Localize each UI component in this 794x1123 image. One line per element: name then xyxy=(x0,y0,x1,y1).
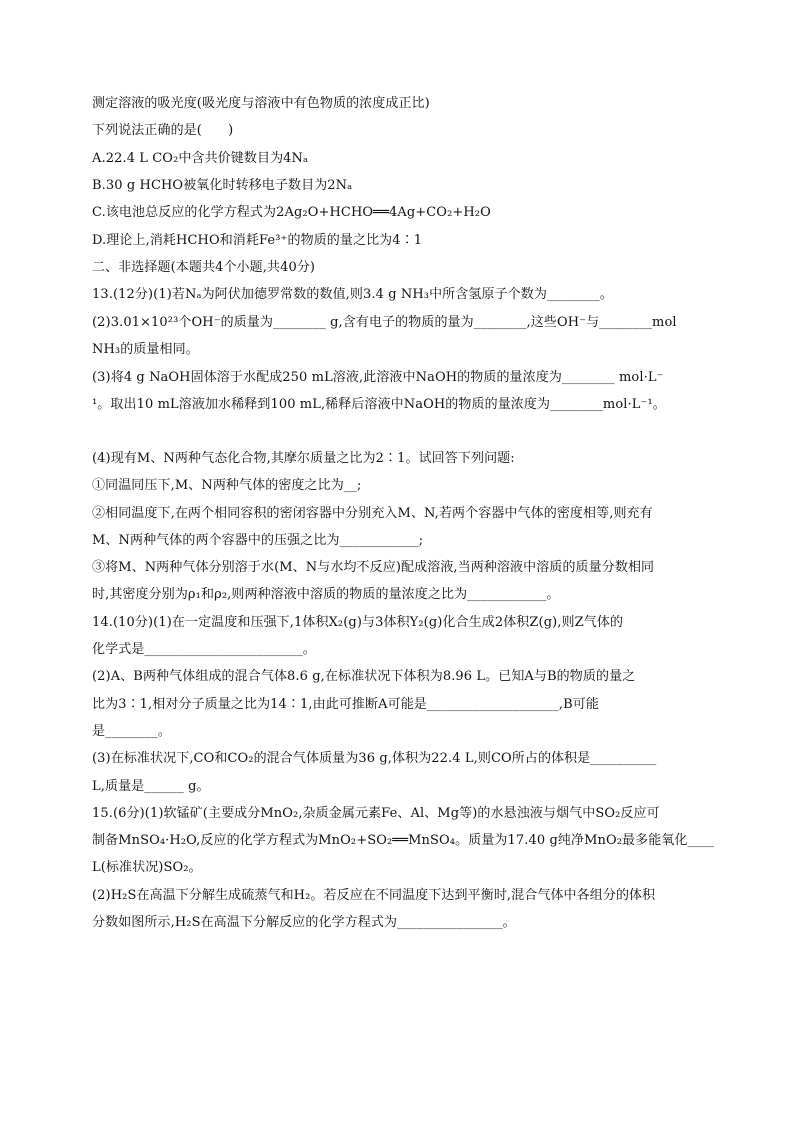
q14-part2-cont: 比为3∶1,相对分子质量之比为14∶1,由此可推断A可能是____________________,B可能 xyxy=(92,697,599,712)
option-a: A.22.4 L CO₂中含共价键数目为4Nₐ xyxy=(92,151,309,166)
q13-part2-cont: NH₃的质量相同。 xyxy=(92,342,199,357)
q13-part1: 13.(12分)(1)若Nₐ为阿伏加德罗常数的数值,则3.4 g NH₃中所含氢原子个数为________。 xyxy=(92,287,613,302)
q13-part4-item2-cont: M、N两种气体的两个容器中的压强之比为____________; xyxy=(92,533,424,548)
q14-part1-cont: 化学式是________________________。 xyxy=(92,642,316,657)
question-stem: 下列说法正确的是( ) xyxy=(92,123,234,138)
q14-part3-cont: L,质量是______ g。 xyxy=(92,779,210,794)
option-d: D.理论上,消耗HCHO和消耗Fe³⁺的物质的量之比为4∶1 xyxy=(92,233,423,248)
option-b: B.30 g HCHO被氧化时转移电子数目为2Nₐ xyxy=(92,178,353,193)
q13-part4-item1: ①同温同压下,M、N两种气体的密度之比为__; xyxy=(92,478,362,493)
q13-part2: (2)3.01×10²³个OH⁻的质量为________ g,含有电子的物质的量为________,这些OH⁻与________mol xyxy=(92,315,677,330)
q15-part2: (2)H₂S在高温下分解生成硫蒸气和H₂。若反应在不同温度下达到平衡时,混合气体中各组分的体积 xyxy=(92,888,656,903)
q15-part2-cont: 分数如图所示,H₂S在高温下分解反应的化学方程式为________________。 xyxy=(92,915,516,930)
q13-part3: (3)将4 g NaOH固体溶于水配成250 mL溶液,此溶液中NaOH的物质的量浓度为________ mol·L⁻ xyxy=(92,370,664,385)
q14-part2: (2)A、B两种气体组成的混合气体8.6 g,在标准状况下体积为8.96 L。已知A与B的物质的量之 xyxy=(92,669,636,684)
q13-part4-item2: ②相同温度下,在两个相同容积的密闭容器中分别充入M、N,若两个容器中气体的密度相等,则充有 xyxy=(92,506,653,521)
q14-part3: (3)在标准状况下,CO和CO₂的混合气体质量为36 g,体积为22.4 L,则CO所占的体积是__________ xyxy=(92,751,657,766)
q15-part1-cont2: L(标准状况)SO₂。 xyxy=(92,860,202,875)
q13-part4: (4)现有M、N两种气态化合物,其摩尔质量之比为2∶1。试回答下列问题: xyxy=(92,451,515,466)
intro-line: 测定溶液的吸光度(吸光度与溶液中有色物质的浓度成正比) xyxy=(92,96,430,111)
q15-part1-cont: 制备MnSO₄·H₂O,反应的化学方程式为MnO₂+SO₂══MnSO₄。质量为17.40 g纯净MnO₂最多能氧化____ xyxy=(92,833,714,848)
q13-part3-cont: ¹。取出10 mL溶液加水稀释到100 mL,稀释后溶液中NaOH的物质的量浓度为________mol·L⁻¹。 xyxy=(92,397,666,412)
q14-part2-cont2: 是________。 xyxy=(92,724,171,739)
q13-part4-item3-cont: 时,其密度分别为ρ₁和ρ₂,则两种溶液中溶质的物质的量浓度之比为____________。 xyxy=(92,587,560,602)
q13-part4-item3: ③将M、N两种气体分别溶于水(M、N与水均不反应)配成溶液,当两种溶液中溶质的质量分数相同 xyxy=(92,560,655,575)
q14-part1: 14.(10分)(1)在一定温度和压强下,1体积X₂(g)与3体积Y₂(g)化合生成2体积Z(g),则Z气体的 xyxy=(92,615,624,630)
option-c: C.该电池总反应的化学方程式为2Ag₂O+HCHO══4Ag+CO₂+H₂O xyxy=(92,205,491,220)
section-heading: 二、非选择题(本题共4个小题,共40分) xyxy=(92,260,316,275)
q15-part1: 15.(6分)(1)软锰矿(主要成分MnO₂,杂质金属元素Fe、Al、Mg等)的水悬浊液与烟气中SO₂反应可 xyxy=(92,806,660,821)
